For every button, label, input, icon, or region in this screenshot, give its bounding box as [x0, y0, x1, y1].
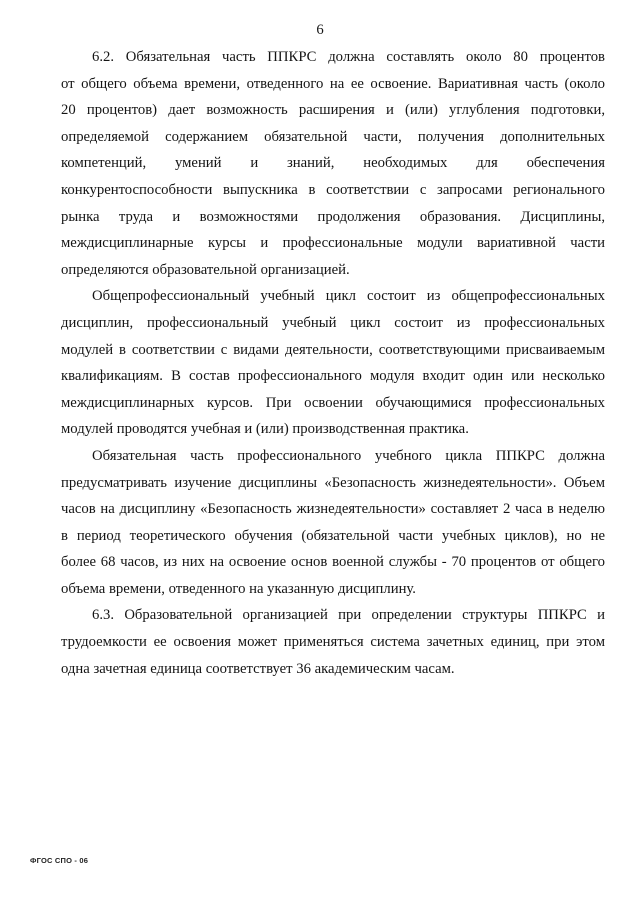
paragraph-life-safety — [61, 443, 605, 603]
text-line: 20 процентов) дает возможность расширения и (или) углубления подготовки, — [61, 102, 605, 119]
text-line: в период теоретического обучения (обязательной части учебных циклов), но не — [61, 527, 605, 544]
text-line: Обязательная часть профессионального учебного цикла ППКРС должна — [92, 447, 605, 464]
text-line: квалификациям. В состав профессионального модуля входит один или несколько — [61, 368, 605, 385]
text-line: трудоемкости ее освоения может применяться система зачетных единиц, при этом — [61, 634, 605, 651]
page-number: 6 — [316, 22, 324, 38]
document-body — [61, 44, 605, 682]
text-line: междисциплинарные курсы и профессиональные модули вариативной части — [61, 235, 605, 252]
text-line: от общего объема времени, отведенного на ее освоение. Вариативная часть (около — [61, 75, 605, 92]
text-line: Общепрофессиональный учебный цикл состоит из общепрофессиональных — [92, 288, 605, 305]
text-line: 6.2. Обязательная часть ППКРС должна составлять около 80 процентов — [92, 49, 605, 65]
text-line: дисциплин, профессиональный учебный цикл состоит из профессиональных — [61, 314, 605, 331]
text-line: 6.3. Образовательной организацией при определении структуры ППКРС и — [92, 607, 605, 624]
paragraph-general-cycle — [61, 283, 605, 443]
paragraph-6-3 — [61, 602, 605, 682]
text-line: модулей в соответствии с видами деятельности, соответствующими присваиваемым — [61, 341, 605, 358]
text-line: междисциплинарных курсов. При освоении обучающимися профессиональных — [61, 394, 605, 411]
text-line: часов на дисциплину «Безопасность жизнедеятельности» составляет 2 часа в неделю — [61, 501, 605, 518]
paragraph-6-2 — [61, 44, 605, 283]
footer-document-code: ФГОС СПО - 06 — [30, 856, 89, 865]
text-line: предусматривать изучение дисциплины «Безопасность жизнедеятельности». Объем — [61, 474, 605, 491]
text-line: более 68 часов, из них на освоение основ военной службы - 70 процентов от общего — [61, 554, 605, 571]
text-line: компетенций, умений и знаний, необходимых для обеспечения — [61, 155, 605, 172]
text-line: объема времени, отведенного на указанную дисциплину. — [61, 580, 416, 597]
text-line: определяемой содержанием обязательной части, получения дополнительных — [61, 128, 605, 145]
text-line: модулей проводятся учебная и (или) производственная практика. — [61, 421, 469, 438]
text-line: определяются образовательной организацией. — [61, 261, 350, 278]
text-line: рынка труда и возможностями продолжения образования. Дисциплины, — [61, 208, 605, 225]
text-line: одна зачетная единица соответствует 36 академическим часам. — [61, 660, 455, 677]
text-line: конкурентоспособности выпускника в соответствии с запросами регионального — [61, 181, 605, 198]
